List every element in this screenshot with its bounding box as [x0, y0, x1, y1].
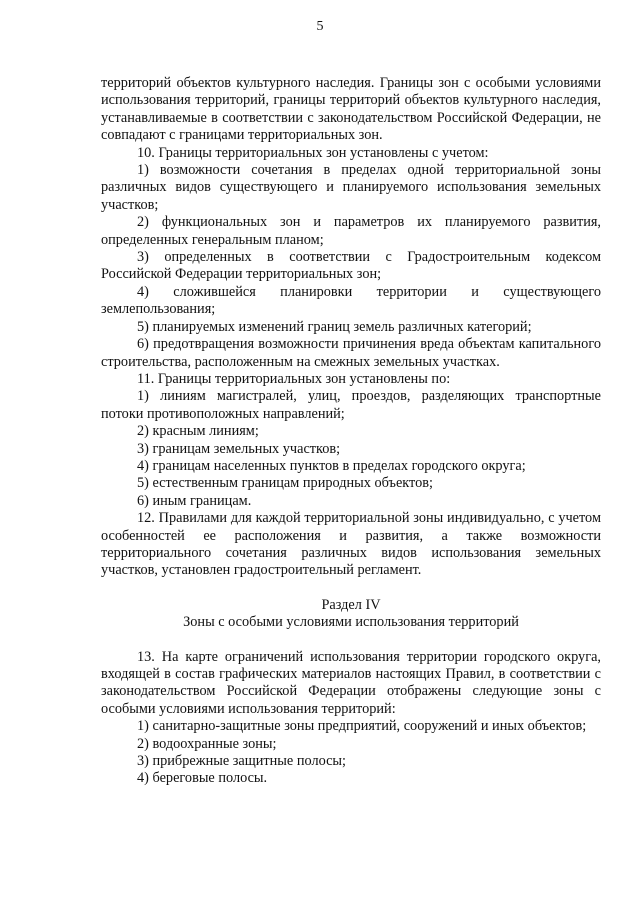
document-body [101, 75, 601, 788]
paragraph: территорий объектов культурного наследия. Границы зон с особыми условиями использования территорий, границы территорий объектов культурного наследия, устанавливаемые в соответствии с законодательством Российской Федерации, не совпадают с границами территориальных зон. [101, 75, 601, 144]
list-item: 2) красным линиям; [137, 423, 259, 440]
spacer [101, 580, 601, 597]
paragraph-clause-12: 12. Правилами для каждой территориальной зоны индивидуально, с учетом особенностей ее расположения и развития, а также возможности территориального сочетания различных видов использования земельных участков, установлен градостроительный регламент. [101, 510, 601, 579]
list-item: 6) предотвращения возможности причинения вреда объектам капитального строительства, расположенным на смежных земельных участках. [101, 336, 601, 370]
list-item: 1) линиям магистралей, улиц, проездов, разделяющих транспортные потоки противоположных направлений; [101, 388, 601, 422]
list-item: 4) сложившейся планировки территории и существующего землепользования; [101, 283, 601, 318]
list-item: 5) планируемых изменений границ земель различных категорий; [137, 318, 532, 335]
list-item: 2) функциональных зон и параметров их планируемого развития, определенных генеральным планом; [101, 214, 601, 248]
section-title: Зоны с особыми условиями использования территорий [183, 614, 519, 631]
list-item: 1) возможности сочетания в пределах одной территориальной зоны различных видов существующего и планируемого использования земельных участков; [101, 162, 601, 213]
paragraph-clause-13: 13. На карте ограничений использования территории городского округа, входящей в состав графических материалов настоящих Правил, в соответствии с законодательством Российской Федерации отображены следующие зоны с особыми условиями использования территорий: [101, 648, 601, 717]
list-item: 5) естественным границам природных объектов; [137, 475, 433, 492]
list-item: 4) границам населенных пунктов в пределах городского округа; [137, 457, 526, 474]
list-item: 3) прибрежные защитные полосы; [137, 753, 347, 770]
list-item: 1) санитарно-защитные зоны предприятий, сооружений и иных объектов; [137, 718, 587, 735]
paragraph-clause-11: 11. Границы территориальных зон установлены по: [137, 370, 451, 387]
list-item: 4) береговые полосы. [137, 770, 268, 787]
list-item: 3) определенных в соответствии с Градостроительным кодексом Российской Федерации территориальных зон; [101, 249, 601, 283]
list-item: 2) водоохранные зоны; [137, 735, 277, 752]
page-number: 5 [316, 19, 324, 34]
section-number: Раздел IV [321, 596, 381, 613]
list-item: 3) границам земельных участков; [137, 440, 341, 457]
spacer [101, 632, 601, 649]
paragraph-clause-10: 10. Границы территориальных зон установлены с учетом: [137, 144, 489, 161]
list-item: 6) иным границам. [137, 492, 252, 509]
